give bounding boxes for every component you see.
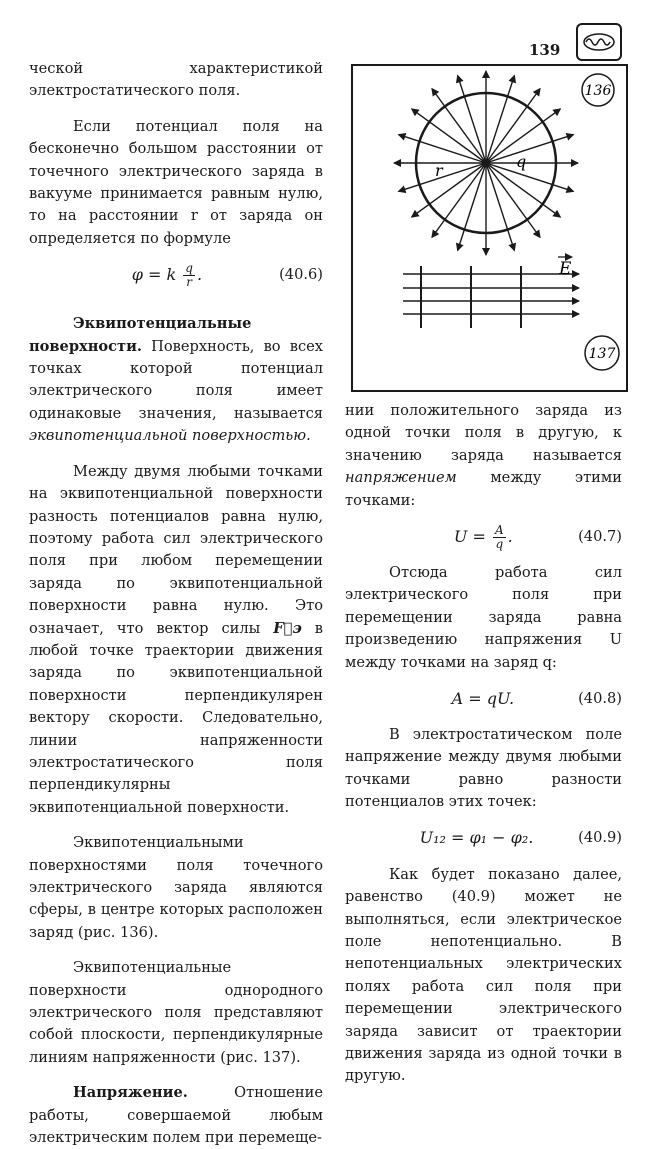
equation-number: (40.7) — [578, 527, 622, 545]
field-line — [399, 135, 487, 163]
equation-number: (40.6) — [279, 266, 323, 284]
equation-number: (40.8) — [578, 689, 622, 707]
field-label: E — [559, 259, 572, 279]
paragraph: Эквипотенциальные поверхности однородного электрического поля представляют собой плоскости, перпендикулярные линиям напряженности (рис. 137). — [29, 959, 323, 1066]
formula-40-8: A = qU. (40.8) — [345, 674, 622, 724]
field-line — [486, 163, 514, 251]
paragraph: нии положительного заряда из одной точки поля в другую, к значению заряда называется напряжением между этими точками: — [345, 402, 622, 509]
figures-frame — [351, 64, 628, 392]
formula-40-9: U₁₂ = φ₁ − φ₂. (40.9) — [345, 814, 622, 864]
field-line — [458, 163, 486, 251]
paragraph: Между двумя любыми точками на эквипотенциальной поверхности разность потенциалов равна нулю, поэтому работа сил электрического поля при любом перемещении заряда по эквипотенциальной поверхности равна нулю. Это означает, что вектор силы F⃗э в любой точке траектории движения заряда по эквипотенциальной поверхности перпендикулярен вектору скорости. Следовательно, линии напряженности электростатического поля перпендикулярны эквипотенциальной поверхности. — [29, 462, 323, 816]
paragraph: ческой характеристикой электростатического поля. — [29, 60, 323, 100]
fig137-label: 137 — [588, 346, 616, 362]
radius-label: r — [435, 161, 443, 180]
figure-137 — [403, 257, 619, 370]
field-line — [458, 76, 486, 164]
equation-number: (40.9) — [578, 829, 623, 847]
chapter-logo-icon — [576, 23, 622, 61]
figure-136 — [394, 71, 614, 255]
field-line — [486, 163, 574, 191]
field-line — [486, 76, 514, 164]
paragraph: В электростатическом поле напряжение между двумя любыми точками равно разности потенциалов этих точек: — [345, 726, 622, 811]
paragraph: Если потенциал поля на бесконечно большом расстоянии от точечного электрического заряда в вакууме принимается равным нулю, то на расстоянии r от заряда он определяется по формуле — [29, 117, 323, 247]
paragraph: Напряжение. Отношение работы, совершаемой любым электрическим полем при перемеще- — [29, 1084, 323, 1147]
page-number: 139 — [529, 41, 561, 59]
fig136-label: 136 — [584, 83, 612, 99]
formula-40-6: φ = k $\frac{q}{r}$ . (40.6) — [131, 260, 323, 289]
paragraph: Эквипотенциальными поверхностями поля точечного электрического заряда являются сферы, в центре которых расположен заряд (рис. 136). — [29, 834, 323, 941]
paragraph: Как будет показано далее, равенство (40.9) может не выполняться, если электрическое поле непотенциально. В непотенциальных электрических полях работа сил поля при перемещении электрического заряда зависит от траектории движения заряда из одной точки в другую. — [345, 865, 622, 1085]
charge-label: q — [516, 152, 527, 171]
left-column — [29, 58, 323, 1149]
right-column — [345, 400, 622, 1088]
formula-40-7: U = $\frac{A}{q}$ . (40.7) — [453, 522, 622, 551]
paragraph: Эквипотенциальные поверхности. Поверхность, во всех точках которой потенциал электрического поля имеет одинаковые значения, называется эквипотенциальной поверхностью. — [29, 315, 323, 445]
field-line — [486, 135, 574, 163]
paragraph: Отсюда работа сил электрического поля при перемещении заряда равна произведению напряжения U между точками на заряд q: — [345, 564, 622, 671]
